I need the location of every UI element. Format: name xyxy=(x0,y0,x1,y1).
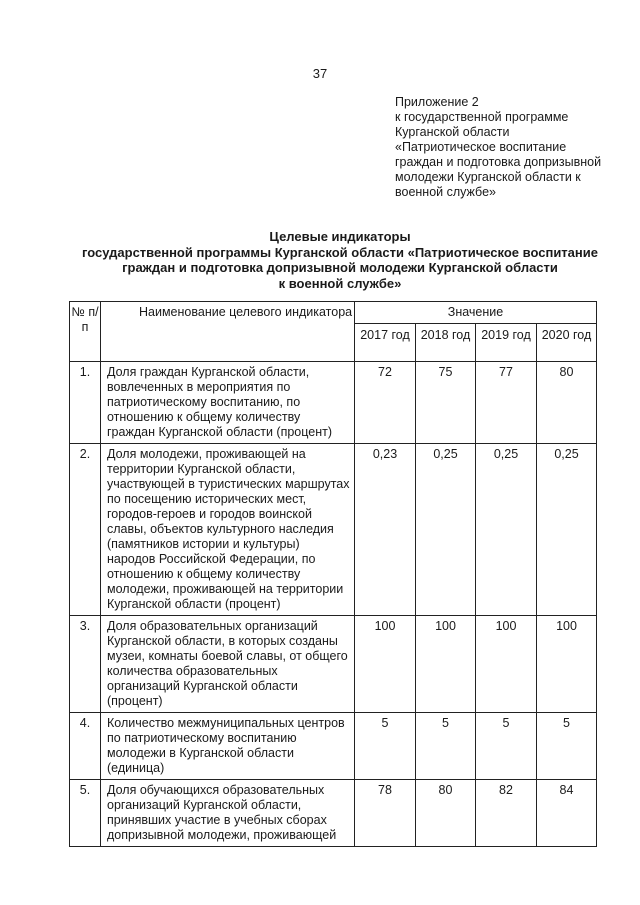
value-cell: 0,25 xyxy=(416,444,476,616)
row-number: 5. xyxy=(70,780,101,847)
value-cell: 82 xyxy=(476,780,537,847)
title-line: к военной службе» xyxy=(278,275,402,291)
page-number: 37 xyxy=(312,66,328,81)
indicator-name: Доля образовательных организаций Курганской области, в которых созданы музеи, комнаты боевой славы, от общего количества образовательных организаций Курганской области (процент) xyxy=(101,616,355,713)
document-title xyxy=(60,229,620,291)
table-row xyxy=(70,616,597,713)
title-line: государственной программы Курганской области «Патриотическое воспитание xyxy=(82,244,598,260)
value-cell: 100 xyxy=(416,616,476,713)
value-cell: 84 xyxy=(537,780,597,847)
appendix-line: молодежи Курганской области к xyxy=(395,170,581,184)
title-line: граждан и подготовка допризывной молодежи Курганской области xyxy=(122,260,558,275)
column-header-value: Значение xyxy=(355,302,597,324)
appendix-note xyxy=(395,95,635,200)
value-cell: 0,25 xyxy=(537,444,597,616)
row-number: 2. xyxy=(70,444,101,616)
indicator-name: Доля обучающихся образовательных организаций Курганской области, принявших участие в учебных сборах допризывной молодежи, проживающей xyxy=(101,780,355,847)
row-number: 3. xyxy=(70,616,101,713)
indicator-name: Количество межмуниципальных центров по патриотическому воспитанию молодежи в Курганской области (единица) xyxy=(101,713,355,780)
column-header-year: 2019 год xyxy=(476,324,537,362)
row-number: 4. xyxy=(70,713,101,780)
value-cell: 72 xyxy=(355,362,416,444)
value-cell: 0,25 xyxy=(476,444,537,616)
indicator-name: Доля молодежи, проживающей на территории Курганской области, участвующей в туристических маршрутах по посещению исторических мест, городов-героев и городов воинской славы, объектов культурного наследия (памятников истории и культуры) народов Российской Федерации, по отношению к общему количеству молодежи, проживающей на территории Курганской области (процент) xyxy=(101,444,355,616)
value-cell: 5 xyxy=(537,713,597,780)
value-cell: 75 xyxy=(416,362,476,444)
value-cell: 5 xyxy=(355,713,416,780)
column-header-year: 2018 год xyxy=(416,324,476,362)
table-row xyxy=(70,713,597,780)
appendix-line: граждан и подготовка допризывной xyxy=(395,155,602,169)
value-cell: 78 xyxy=(355,780,416,847)
value-cell: 100 xyxy=(537,616,597,713)
table-header-row xyxy=(70,302,597,324)
appendix-line: Курганской области xyxy=(395,125,510,139)
table-row xyxy=(70,362,597,444)
column-header-number: № п/п xyxy=(70,302,101,362)
appendix-line: Приложение 2 xyxy=(395,95,479,109)
table-row xyxy=(70,444,597,616)
value-cell: 5 xyxy=(476,713,537,780)
value-cell: 100 xyxy=(355,616,416,713)
appendix-line: «Патриотическое воспитание xyxy=(395,140,567,154)
value-cell: 100 xyxy=(476,616,537,713)
value-cell: 0,23 xyxy=(355,444,416,616)
indicators-table xyxy=(69,301,597,847)
appendix-line: к государственной программе xyxy=(395,110,569,124)
column-header-year: 2017 год xyxy=(355,324,416,362)
value-cell: 5 xyxy=(416,713,476,780)
title-line: Целевые индикаторы xyxy=(269,229,411,244)
appendix-line: военной службе» xyxy=(395,185,496,199)
column-header-name: Наименование целевого индикатора xyxy=(101,302,355,362)
table-row xyxy=(70,780,597,847)
indicator-name: Доля граждан Курганской области, вовлеченных в мероприятия по патриотическому воспитанию, по отношению к общему количеству граждан Курганской области (процент) xyxy=(101,362,355,444)
value-cell: 80 xyxy=(416,780,476,847)
value-cell: 80 xyxy=(537,362,597,444)
row-number: 1. xyxy=(70,362,101,444)
value-cell: 77 xyxy=(476,362,537,444)
column-header-year: 2020 год xyxy=(537,324,597,362)
